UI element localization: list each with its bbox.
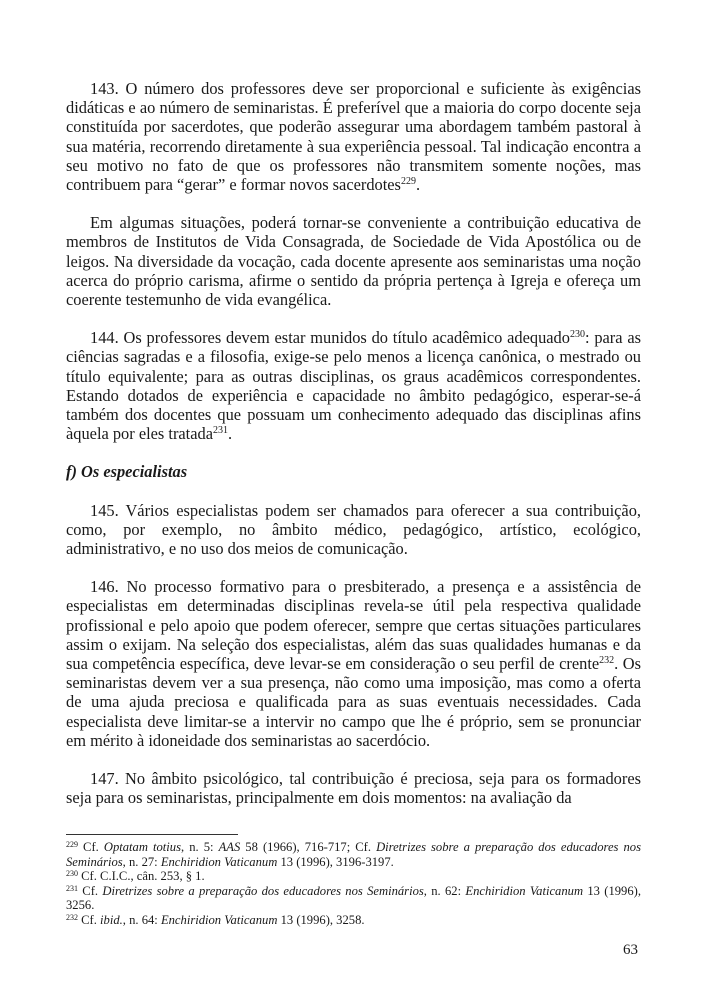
- footnote-text-run: , n. 64:: [122, 912, 161, 927]
- footnote-text-run: , n. 27:: [122, 854, 161, 869]
- footnote-text-run: 13 (1996), 3196-3197.: [277, 854, 394, 869]
- footnote-229: [66, 840, 641, 869]
- footnote-ref-231[interactable]: 231: [212, 425, 228, 437]
- paragraph-text: .: [415, 175, 421, 195]
- paragraph-147: [66, 769, 641, 807]
- footnote-231: [66, 884, 641, 913]
- citation-title: ibid.: [100, 912, 123, 927]
- footnote-ref-230[interactable]: 230: [569, 329, 585, 341]
- paragraph-146: [66, 577, 641, 750]
- page-body: [66, 79, 641, 808]
- section-heading: f) Os especialistas: [66, 462, 188, 482]
- paragraph-text: 146. No processo formativo para o presbiterado, a presença e a assistência de especialistas em determinadas disciplinas revela-se útil pela respectiva qualidade profissional e pelo apoio que podem oferecer, sempre que certas situações particulares assim o exijam. Na seleção dos especialistas, além das suas qualidades humanas e da sua competência específica, deve levar-se em consideração o seu perfil de crente: [66, 577, 641, 674]
- footnote-text-run: 58 (1966), 716-717; Cf.: [240, 840, 377, 854]
- footnote-text: [78, 869, 205, 883]
- footnote-separator: [66, 834, 238, 835]
- footnote-text-run: Cf.: [78, 912, 101, 927]
- paragraph-text: 147. No âmbito psicológico, tal contribuição é preciosa, seja para os formadores seja para os seminaristas, principalmente em dois momentos: na avaliação da: [66, 769, 641, 808]
- spacer: [66, 558, 641, 577]
- paragraph-text: .: [227, 424, 233, 444]
- paragraph-143-continued: [66, 213, 641, 309]
- citation-title: Enchiridion Vaticanum: [465, 883, 584, 898]
- footnote-number: 231: [66, 883, 78, 893]
- footnote-text-run: 13 (1996), 3258.: [277, 912, 365, 927]
- paragraph-text: : para as ciências sagradas e a filosofia, exige-se pelo menos a licença canônica, o mestrado ou título equivalente; para as outras disciplinas, os graus acadêmicos correspondentes. Estando dotados de experiência e capacidade no âmbito pedagógico, esperar-se-á também dos docentes que possuam um conhecimento adequado das disciplinas afins àquela por eles tratada: [66, 328, 641, 444]
- footnote-232: [66, 913, 641, 928]
- paragraph-text: Em algumas situações, poderá tornar-se conveniente a contribuição educativa de membros de Institutos de Vida Consagrada, de Sociedade de Vida Apostólica ou de leigos. Na diversidade da vocação, cada docente apresente aos seminaristas uma noção acerca do próprio carisma, afirme o sentido da própria pertença à Igreja e ofereça um coerente testemunho de vida evangélica.: [66, 213, 641, 310]
- spacer: [66, 194, 641, 213]
- spacer: [66, 309, 641, 328]
- paragraph-143: [66, 79, 641, 194]
- paragraph-145: [66, 501, 641, 559]
- footnote-230: [66, 869, 641, 884]
- paragraph-text: . Os seminaristas devem ver a sua presença, não como uma imposição, mas como a oferta de uma ajuda preciosa e qualificada para as suas eventuais necessidades. Cada especialista deve limitar-se a intervir no campo que lhe é próprio, sem se pronunciar em mérito à idoneidade dos seminaristas ao sacerdócio.: [66, 654, 641, 750]
- footnote-number: 230: [66, 869, 78, 879]
- citation-title: Diretrizes sobre a preparação dos educadores nos Seminários: [66, 840, 641, 869]
- paragraph-text: 143. O número dos professores deve ser proporcional e suficiente às exigências didáticas e ao número de seminaristas. É preferível que a maioria do corpo docente seja constituída por sacerdotes, que poderão assegurar uma abordagem também pastoral à sua matéria, recorrendo diretamente à sua experiência pessoal. Tal indicação encontra a seu motivo no fato de que os professores não transmitem somente noções, mas contribuem para “gerar” e formar novos sacerdotes: [66, 79, 641, 195]
- citation-title: AAS: [218, 840, 241, 854]
- footnote-text: [66, 884, 641, 913]
- page-number: 63: [623, 942, 638, 958]
- footnote-text-run: Cf.: [78, 840, 104, 854]
- citation-title: Diretrizes sobre a preparação dos educadores nos Seminários: [102, 883, 424, 898]
- footnote-number: 232: [66, 912, 78, 922]
- footnote-text: [66, 840, 641, 869]
- spacer: [66, 750, 641, 769]
- citation-title: Optatam totius: [103, 840, 181, 854]
- footnote-text: [78, 913, 365, 927]
- footnote-text-run: 13 (1996), 3256.: [66, 883, 641, 913]
- footnote-ref-229[interactable]: 229: [400, 176, 416, 188]
- citation-title: Enchiridion Vaticanum: [160, 912, 278, 927]
- paragraph-text: 145. Vários especialistas podem ser chamados para oferecer a sua contribuição, como, por exemplo, no âmbito médico, pedagógico, artístico, ecológico, administrativo, e no uso dos meios de comunicação.: [66, 500, 641, 559]
- spacer: [66, 443, 641, 462]
- footnote-ref-232[interactable]: 232: [599, 655, 615, 667]
- citation-title: Enchiridion Vaticanum: [160, 854, 278, 869]
- spacer: [66, 482, 641, 501]
- footnote-text-run: Cf.: [78, 883, 103, 898]
- footnotes: [66, 840, 641, 928]
- paragraph-text: 144. Os professores devem estar munidos do título acadêmico adequado: [90, 328, 570, 348]
- footnote-text-run: , n. 62:: [423, 883, 466, 898]
- footnote-text-run: , n. 5:: [181, 840, 219, 854]
- footnote-text-run: Cf. C.I.C., cân. 253, § 1.: [78, 869, 205, 884]
- paragraph-144: [66, 328, 641, 443]
- footnote-number: 229: [66, 840, 78, 849]
